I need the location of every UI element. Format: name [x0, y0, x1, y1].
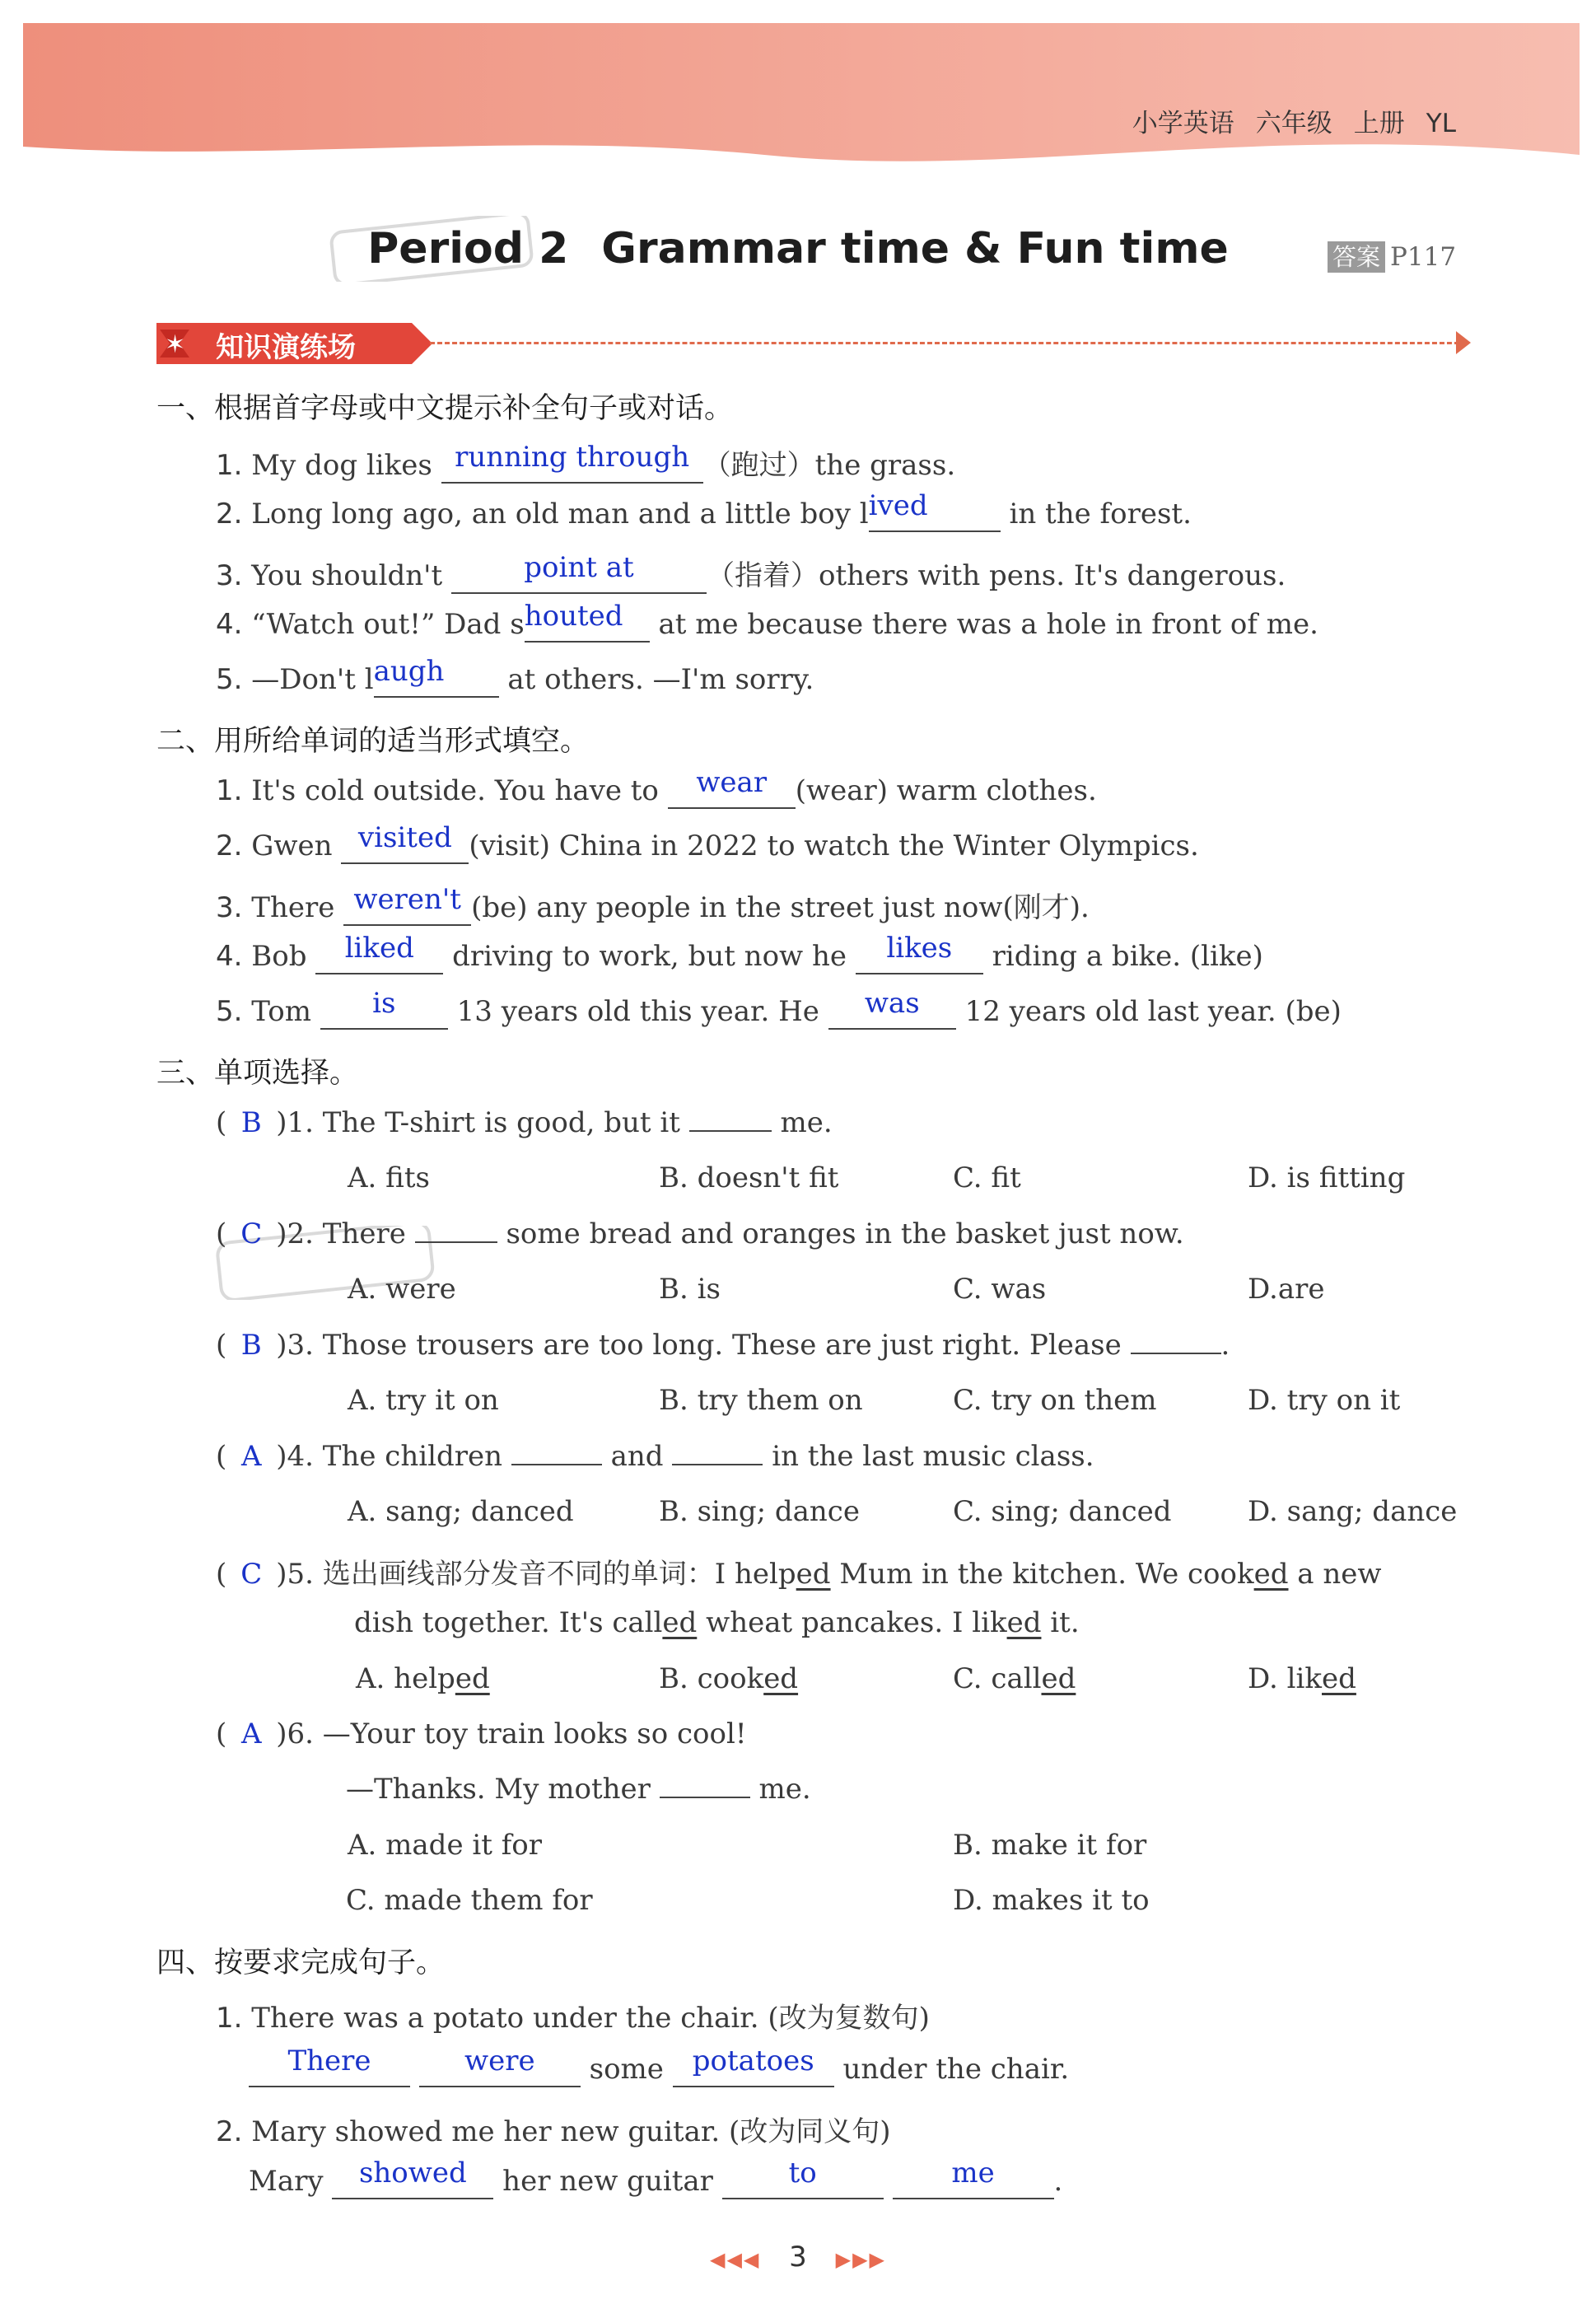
answer-blank[interactable] — [1131, 1353, 1221, 1354]
s4-question-2-answer: Mary showed her new guitar to me . — [249, 2157, 1063, 2198]
s3-q3-option-a[interactable]: A. try it on — [348, 1384, 499, 1417]
s3-q4-option-c[interactable]: C. sing; danced — [953, 1495, 1172, 1528]
s3-q5-option-c[interactable]: C. called — [953, 1662, 1076, 1695]
s3-q5-option-d[interactable]: D. liked — [1248, 1662, 1356, 1695]
answer-blank[interactable]: wear — [668, 774, 796, 809]
answer-blank[interactable]: liked — [315, 940, 443, 974]
s3-q6-option-d[interactable]: D. makes it to — [953, 1884, 1150, 1917]
s3-q1-option-c[interactable]: C. fit — [953, 1161, 1021, 1194]
header-band — [23, 23, 1580, 170]
arrow-right-icon — [1456, 331, 1471, 354]
banner-label: 知识演练场 — [216, 331, 356, 364]
answer-blank[interactable] — [672, 1464, 763, 1465]
header-subject: 小学英语 — [1132, 109, 1234, 138]
s2-question-3: 3. There weren't (be) any people in the street just now(刚才). — [216, 883, 1090, 924]
choice-answer[interactable]: B — [240, 1106, 262, 1139]
answer-blank[interactable]: was — [828, 995, 956, 1030]
svg-text:✶: ✶ — [165, 330, 186, 359]
answer-blank[interactable]: point at — [451, 559, 707, 594]
s1-question-4: 4. “Watch out!” Dad shouted at me because there was a hole in front of me. — [216, 600, 1318, 641]
choice-answer[interactable]: C — [240, 1217, 263, 1250]
answer-blank[interactable] — [415, 1241, 497, 1243]
header-info — [1111, 102, 1456, 139]
choice-answer[interactable]: C — [240, 1558, 263, 1591]
answer-blank[interactable]: There — [249, 2053, 410, 2087]
s4-question-1: 1. There was a potato under the chair. (改为复数句) — [216, 2002, 930, 2035]
answer-blank[interactable] — [660, 1797, 750, 1798]
s3-q2-option-b[interactable]: B. is — [659, 1273, 721, 1306]
s2-question-1: 1. It's cold outside. You have to wear (wear) warm clothes. — [216, 766, 1097, 807]
s4-question-1-answer: There were some potatoes under the chair. — [249, 2053, 1069, 2087]
banner-dashed-line — [430, 342, 1459, 344]
answer-blank[interactable]: likes — [856, 940, 983, 974]
header-volume: 上册 — [1353, 109, 1405, 138]
s1-question-1: 1. My dog likes running through （跑过）the grass. — [216, 441, 956, 482]
s3-q1-option-b[interactable]: B. doesn't fit — [659, 1161, 839, 1194]
s3-q3-option-d[interactable]: D. try on it — [1248, 1384, 1401, 1417]
page-number: 3 — [789, 2241, 807, 2274]
title-topic: Grammar time & Fun time — [601, 224, 1229, 273]
s3-q2-option-d[interactable]: D.are — [1248, 1273, 1325, 1306]
s3-q4-option-a[interactable]: A. sang; danced — [348, 1495, 574, 1528]
s3-question-4: ( A )4. The children and in the last music class. — [216, 1440, 1094, 1473]
answer-blank[interactable]: showed — [332, 2165, 493, 2199]
answer-blank[interactable]: visited — [341, 830, 469, 864]
s1-question-2: 2. Long long ago, an old man and a little boy lived in the forest. — [216, 489, 1192, 530]
s1-question-3: 3. You shouldn't point at （指着）others with pens. It's dangerous. — [216, 551, 1286, 592]
header-edition: YL — [1426, 109, 1456, 138]
s3-question-5: ( C )5. 选出画线部分发音不同的单词：I helped Mum in the kitchen. We cooked a new — [216, 1558, 1382, 1591]
answer-tag: 答案 — [1328, 241, 1385, 273]
s4-question-2: 2. Mary showed me her new guitar. (改为同义句) — [216, 2115, 891, 2148]
title-period: Period 2 — [367, 224, 569, 273]
s2-question-2: 2. Gwen visited (visit) China in 2022 to watch the Winter Olympics. — [216, 821, 1199, 862]
s3-question-2: ( C )2. There some bread and oranges in the basket just now. — [216, 1217, 1184, 1250]
choice-answer[interactable]: A — [240, 1717, 262, 1750]
s3-q6-option-a[interactable]: A. made it for — [348, 1829, 543, 1862]
answer-blank[interactable]: running through — [441, 449, 703, 484]
s3-question-3: ( B )3. Those trousers are too long. These are just right. Please . — [216, 1329, 1230, 1362]
s3-q4-option-d[interactable]: D. sang; dance — [1248, 1495, 1458, 1528]
s1-question-5: 5. —Don't laugh at others. —I'm sorry. — [216, 655, 814, 696]
triangle-left-icon: ◀◀◀ — [709, 2248, 761, 2271]
s3-q3-option-b[interactable]: B. try them on — [659, 1384, 863, 1417]
answer-blank[interactable]: ived — [869, 498, 1001, 532]
answer-blank[interactable]: is — [320, 995, 448, 1030]
answer-reference — [1328, 239, 1456, 273]
s3-q1-option-a[interactable]: A. fits — [348, 1161, 430, 1194]
page-footer — [0, 2241, 1596, 2274]
s3-q5-option-a[interactable]: A. helped — [356, 1662, 490, 1695]
s3-q6-option-b[interactable]: B. make it for — [953, 1829, 1147, 1862]
s3-q4-option-b[interactable]: B. sing; dance — [659, 1495, 860, 1528]
choice-answer[interactable]: B — [240, 1329, 262, 1362]
answer-blank[interactable]: me — [893, 2165, 1054, 2199]
s3-q1-option-d[interactable]: D. is fitting — [1248, 1161, 1406, 1194]
answer-blank[interactable]: potatoes — [673, 2053, 834, 2087]
s3-q5-option-b[interactable]: B. cooked — [659, 1662, 799, 1695]
answer-blank[interactable]: weren't — [343, 891, 471, 926]
section-3-heading: 三、单项选择。 — [156, 1057, 359, 1090]
header-grade: 六年级 — [1255, 109, 1332, 138]
s3-q2-option-c[interactable]: C. was — [953, 1273, 1047, 1306]
answer-blank[interactable]: were — [419, 2053, 581, 2087]
section-4-heading: 四、按要求完成句子。 — [156, 1946, 446, 1979]
s3-question-6: ( A )6. —Your toy train looks so cool! — [216, 1717, 747, 1750]
s2-question-4: 4. Bob liked driving to work, but now he likes riding a bike. (like) — [216, 932, 1263, 973]
section-1-heading: 一、根据首字母或中文提示补全句子或对话。 — [156, 392, 734, 425]
s3-question-6-line-2: —Thanks. My mother me. — [346, 1773, 811, 1806]
answer-blank[interactable]: houted — [525, 608, 650, 643]
s2-question-5: 5. Tom is 13 years old this year. He was 12 years old last year. (be) — [216, 987, 1342, 1028]
s3-q3-option-c[interactable]: C. try on them — [953, 1384, 1157, 1417]
triangle-right-icon: ▶▶▶ — [835, 2248, 886, 2271]
s3-q6-option-c[interactable]: C. made them for — [346, 1884, 593, 1917]
answer-blank[interactable] — [689, 1130, 772, 1132]
section-2-heading: 二、用所给单词的适当形式填空。 — [156, 725, 590, 758]
answer-page: P117 — [1390, 242, 1457, 272]
s3-question-1: ( B )1. The T-shirt is good, but it me. — [216, 1106, 833, 1139]
s3-q2-option-a[interactable]: A. were — [348, 1273, 456, 1306]
choice-answer[interactable]: A — [240, 1440, 262, 1473]
answer-blank[interactable] — [511, 1464, 602, 1465]
answer-blank[interactable]: augh — [374, 663, 499, 698]
answer-blank[interactable]: to — [722, 2165, 884, 2199]
s3-question-5-line-2: dish together. It's called wheat pancakes. I liked it. — [354, 1606, 1080, 1639]
